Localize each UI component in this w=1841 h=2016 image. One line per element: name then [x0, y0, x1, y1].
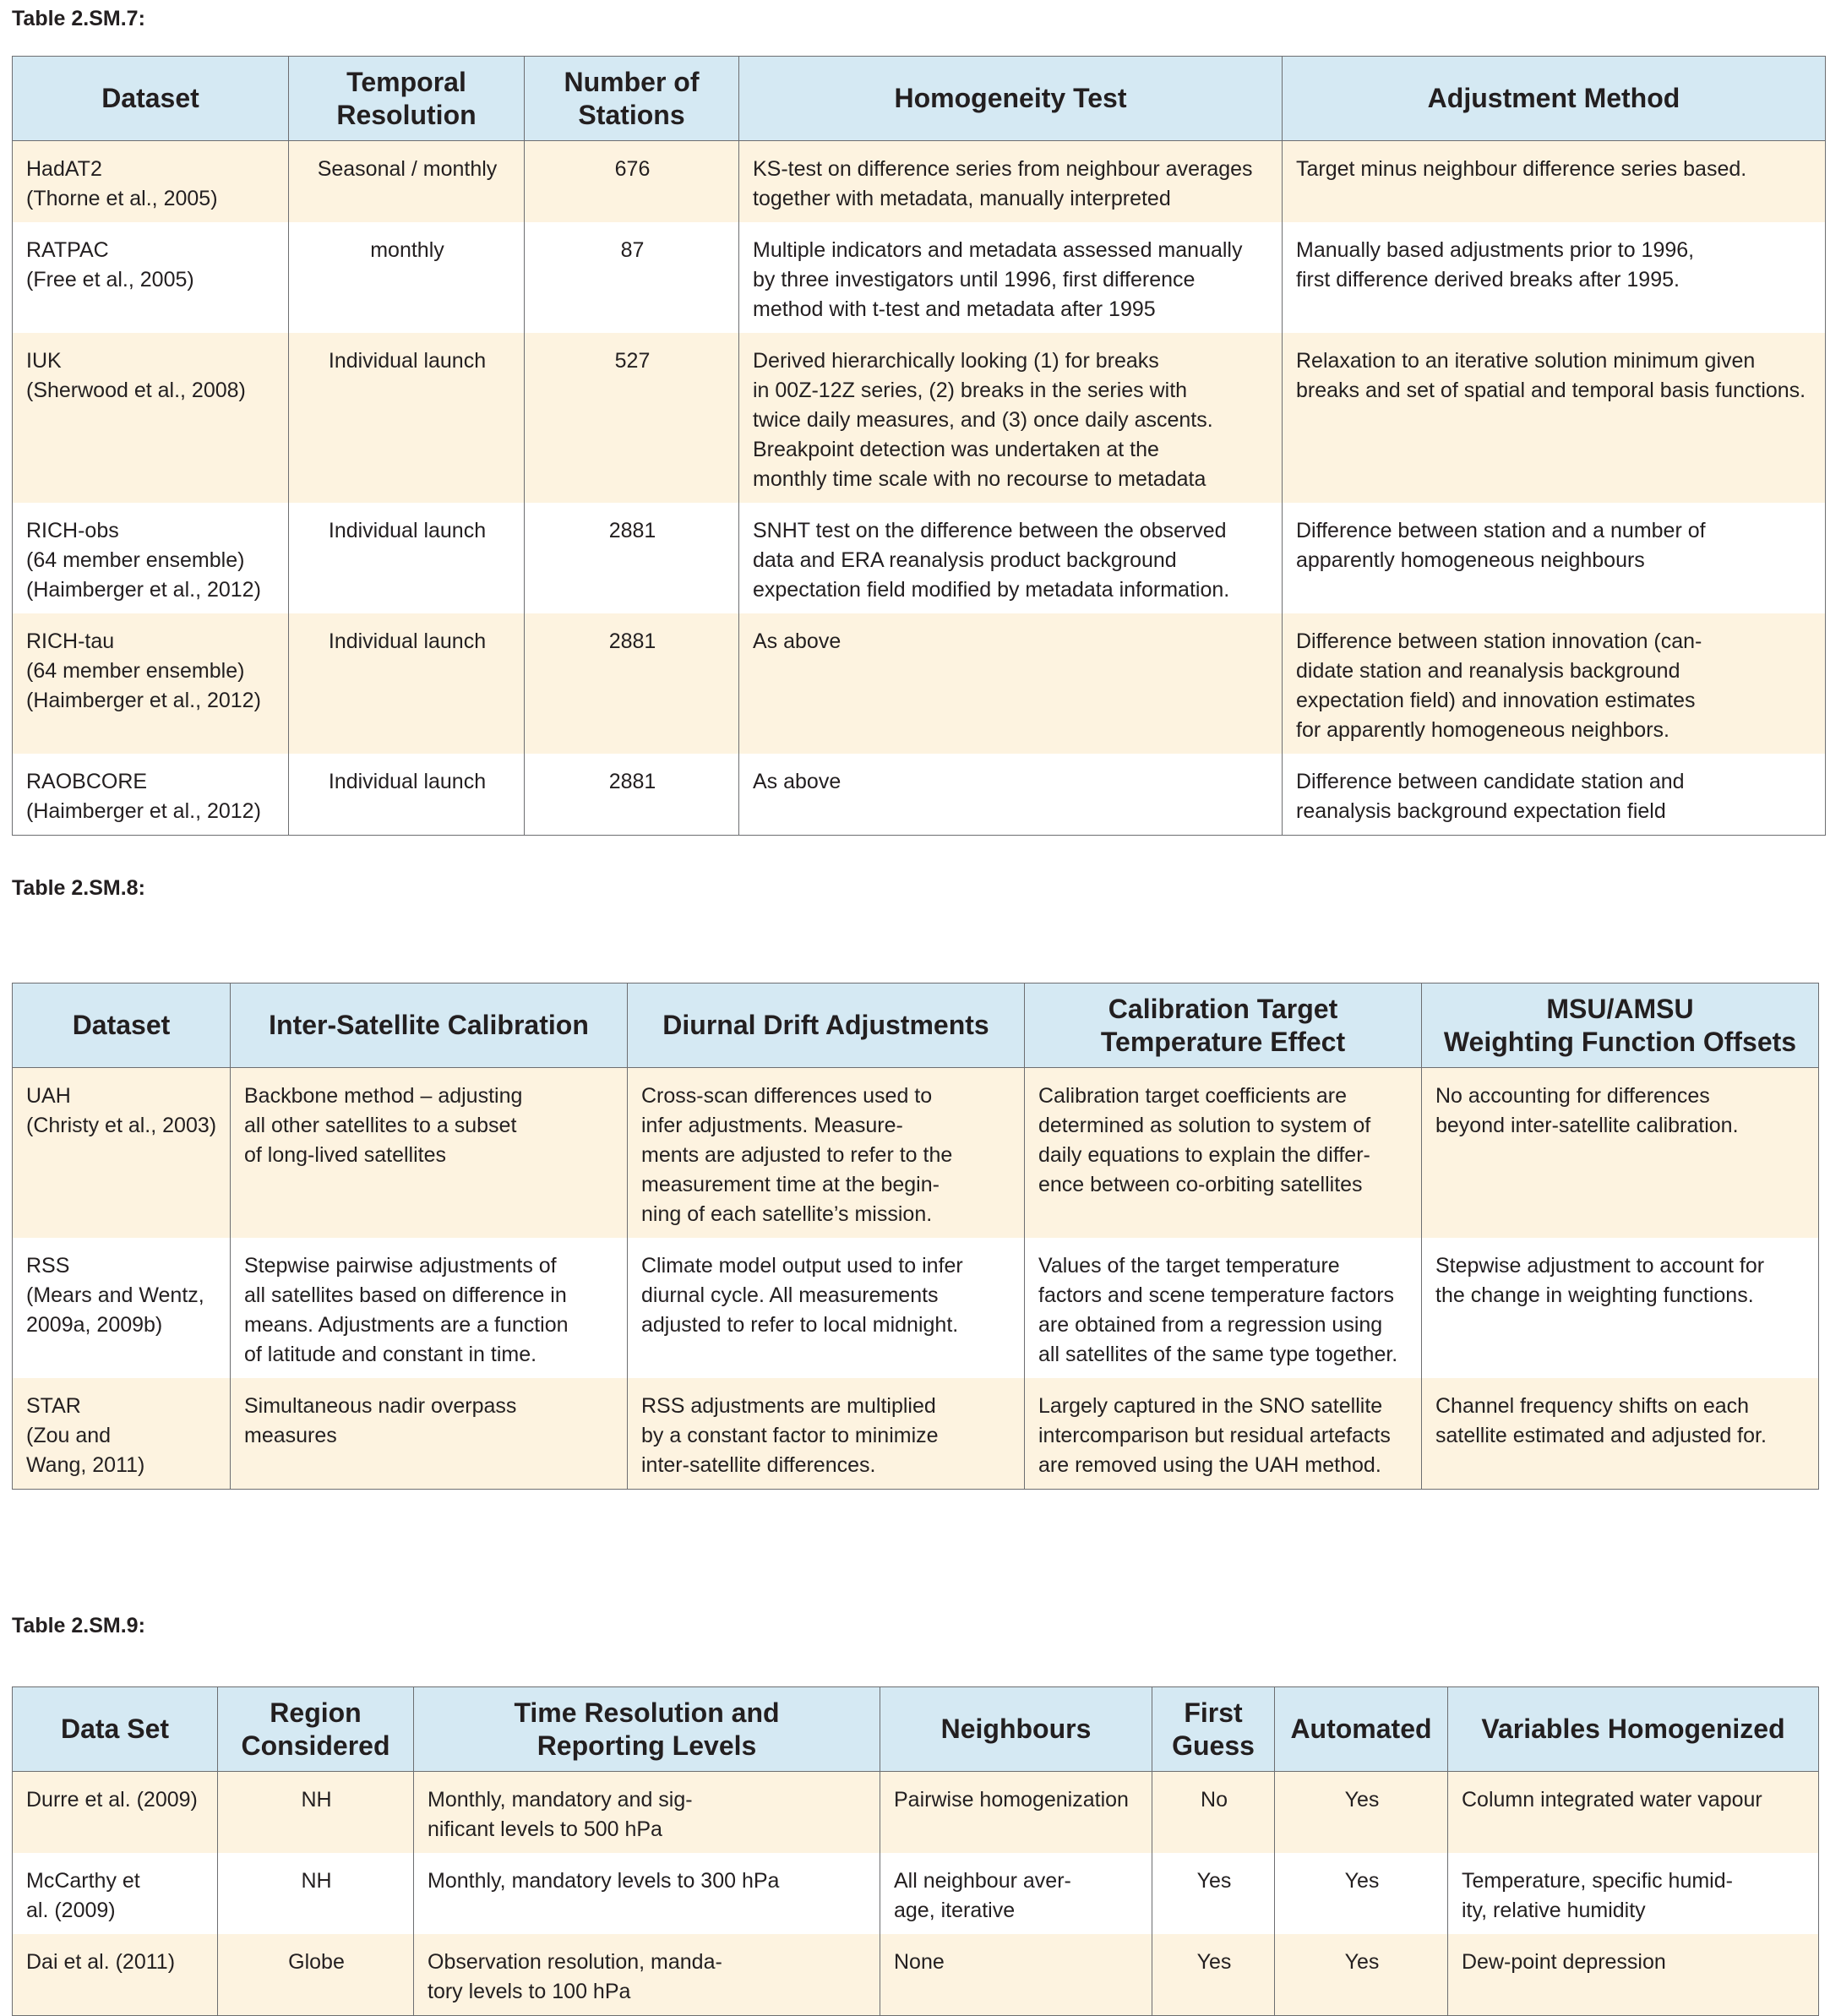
- table-cell: 676: [525, 141, 739, 223]
- table-cell: 2881: [525, 613, 739, 754]
- table-cell: Backbone method – adjusting all other satellites to a subset of long-lived satellites: [231, 1068, 628, 1239]
- table-cell: Relaxation to an iterative solution minimum given breaks and set of spatial and temporal basis functions.: [1283, 333, 1826, 503]
- table-row: [13, 1853, 1819, 1934]
- header-row: [13, 983, 1819, 1068]
- table-caption: Table 2.SM.7:: [12, 7, 145, 30]
- column-header: First Guess: [1152, 1687, 1275, 1772]
- table-cell: Manually based adjustments prior to 1996, first difference derived breaks after 1995.: [1283, 222, 1826, 333]
- table-cell: Individual launch: [289, 613, 525, 754]
- table-cell: Values of the target temperature factors and scene temperature factors are obtained from a regression using all satellites of the same type together.: [1025, 1238, 1422, 1378]
- table-row: [13, 222, 1826, 333]
- table-cell: Observation resolution, manda- tory levels to 100 hPa: [414, 1934, 880, 2016]
- table-cell: RSS adjustments are multiplied by a constant factor to minimize inter-satellite differences.: [628, 1378, 1025, 1490]
- table-cell: RATPAC (Free et al., 2005): [13, 222, 289, 333]
- table-cell: Cross-scan differences used to infer adjustments. Measure- ments are adjusted to refer to the measurement time at the begin- ning of each satellite’s mission.: [628, 1068, 1025, 1239]
- table-row: [13, 1238, 1819, 1378]
- table-caption: Table 2.SM.9:: [12, 1614, 145, 1637]
- table-row: [13, 1772, 1819, 1854]
- table-cell: Seasonal / monthly: [289, 141, 525, 223]
- table-cell: Calibration target coefficients are determined as solution to system of daily equations to explain the differ- ence between co-orbiting satellites: [1025, 1068, 1422, 1239]
- column-header: Number of Stations: [525, 57, 739, 141]
- table-cell: McCarthy et al. (2009): [13, 1853, 218, 1934]
- column-header: Dataset: [13, 983, 231, 1068]
- table-cell: None: [880, 1934, 1152, 2016]
- table-row: [13, 141, 1826, 223]
- table-cell: Yes: [1275, 1934, 1448, 2016]
- column-header: Diurnal Drift Adjustments: [628, 983, 1025, 1068]
- column-header: Calibration Target Temperature Effect: [1025, 983, 1422, 1068]
- table-cell: IUK (Sherwood et al., 2008): [13, 333, 289, 503]
- table-cell: HadAT2 (Thorne et al., 2005): [13, 141, 289, 223]
- table-cell: As above: [739, 754, 1283, 836]
- table-cell: Column integrated water vapour: [1448, 1772, 1819, 1854]
- table-cell: Dew-point depression: [1448, 1934, 1819, 2016]
- table-cell: UAH (Christy et al., 2003): [13, 1068, 231, 1239]
- table-cell: No: [1152, 1772, 1275, 1854]
- table-cell: Difference between station and a number of apparently homogeneous neighbours: [1283, 503, 1826, 613]
- table-cell: monthly: [289, 222, 525, 333]
- table-caption: Table 2.SM.8:: [12, 876, 145, 900]
- table-cell: Multiple indicators and metadata assessed manually by three investigators until 1996, first difference method with t-test and metadata after 1995: [739, 222, 1283, 333]
- header-row: [13, 57, 1826, 141]
- table-2sm7: [12, 56, 1826, 836]
- column-header: Neighbours: [880, 1687, 1152, 1772]
- table-cell: RSS (Mears and Wentz, 2009a, 2009b): [13, 1238, 231, 1378]
- table-cell: SNHT test on the difference between the observed data and ERA reanalysis product background expectation field modified by metadata information.: [739, 503, 1283, 613]
- table-cell: 87: [525, 222, 739, 333]
- table-cell: Durre et al. (2009): [13, 1772, 218, 1854]
- column-header: Adjustment Method: [1283, 57, 1826, 141]
- table-cell: Individual launch: [289, 333, 525, 503]
- table-2sm8: [12, 983, 1819, 1490]
- table-cell: All neighbour aver- age, iterative: [880, 1853, 1152, 1934]
- table-row: [13, 1378, 1819, 1490]
- table-cell: Yes: [1275, 1772, 1448, 1854]
- table-cell: Dai et al. (2011): [13, 1934, 218, 2016]
- table-cell: 2881: [525, 754, 739, 836]
- table-cell: 527: [525, 333, 739, 503]
- column-header: MSU/AMSU Weighting Function Offsets: [1422, 983, 1819, 1068]
- table-row: [13, 1068, 1819, 1239]
- table-cell: Target minus neighbour difference series based.: [1283, 141, 1826, 223]
- column-header: Data Set: [13, 1687, 218, 1772]
- table-cell: Monthly, mandatory and sig- nificant levels to 500 hPa: [414, 1772, 880, 1854]
- table-cell: NH: [218, 1853, 414, 1934]
- table-cell: NH: [218, 1772, 414, 1854]
- column-header: Inter-Satellite Calibration: [231, 983, 628, 1068]
- table-cell: Individual launch: [289, 754, 525, 836]
- table-row: [13, 333, 1826, 503]
- table-cell: Derived hierarchically looking (1) for breaks in 00Z-12Z series, (2) breaks in the series with twice daily measures, and (3) once daily ascents. Breakpoint detection was undertaken at the monthly time scale with no recourse to metadata: [739, 333, 1283, 503]
- column-header: Variables Homogenized: [1448, 1687, 1819, 1772]
- table-cell: Stepwise adjustment to account for the change in weighting functions.: [1422, 1238, 1819, 1378]
- table-cell: Largely captured in the SNO satellite intercomparison but residual artefacts are removed using the UAH method.: [1025, 1378, 1422, 1490]
- column-header: Dataset: [13, 57, 289, 141]
- table-cell: No accounting for differences beyond inter-satellite calibration.: [1422, 1068, 1819, 1239]
- table-cell: KS-test on difference series from neighbour averages together with metadata, manually interpreted: [739, 141, 1283, 223]
- table-cell: STAR (Zou and Wang, 2011): [13, 1378, 231, 1490]
- table-row: [13, 503, 1826, 613]
- column-header: Region Considered: [218, 1687, 414, 1772]
- table-cell: Yes: [1152, 1853, 1275, 1934]
- column-header: Temporal Resolution: [289, 57, 525, 141]
- table-cell: Individual launch: [289, 503, 525, 613]
- table-cell: 2881: [525, 503, 739, 613]
- table-cell: Yes: [1275, 1853, 1448, 1934]
- table-cell: RICH-tau (64 member ensemble) (Haimberger et al., 2012): [13, 613, 289, 754]
- table-cell: Monthly, mandatory levels to 300 hPa: [414, 1853, 880, 1934]
- table-cell: RAOBCORE (Haimberger et al., 2012): [13, 754, 289, 836]
- table-cell: Climate model output used to infer diurnal cycle. All measurements adjusted to refer to local midnight.: [628, 1238, 1025, 1378]
- table-cell: Channel frequency shifts on each satellite estimated and adjusted for.: [1422, 1378, 1819, 1490]
- table-row: [13, 1934, 1819, 2016]
- table-2sm9: [12, 1686, 1819, 2016]
- table-row: [13, 754, 1826, 836]
- table-cell: Globe: [218, 1934, 414, 2016]
- table-cell: Yes: [1152, 1934, 1275, 2016]
- table-cell: Pairwise homogenization: [880, 1772, 1152, 1854]
- table-cell: Difference between candidate station and reanalysis background expectation field: [1283, 754, 1826, 836]
- header-row: [13, 1687, 1819, 1772]
- table-cell: Stepwise pairwise adjustments of all satellites based on difference in means. Adjustments are a function of latitude and constant in time.: [231, 1238, 628, 1378]
- table-cell: Simultaneous nadir overpass measures: [231, 1378, 628, 1490]
- table-cell: Difference between station innovation (can- didate station and reanalysis background expectation field) and innovation estimates for apparently homogeneous neighbors.: [1283, 613, 1826, 754]
- column-header: Homogeneity Test: [739, 57, 1283, 141]
- column-header: Time Resolution and Reporting Levels: [414, 1687, 880, 1772]
- table-row: [13, 613, 1826, 754]
- table-cell: RICH-obs (64 member ensemble) (Haimberger et al., 2012): [13, 503, 289, 613]
- column-header: Automated: [1275, 1687, 1448, 1772]
- table-cell: Temperature, specific humid- ity, relative humidity: [1448, 1853, 1819, 1934]
- table-cell: As above: [739, 613, 1283, 754]
